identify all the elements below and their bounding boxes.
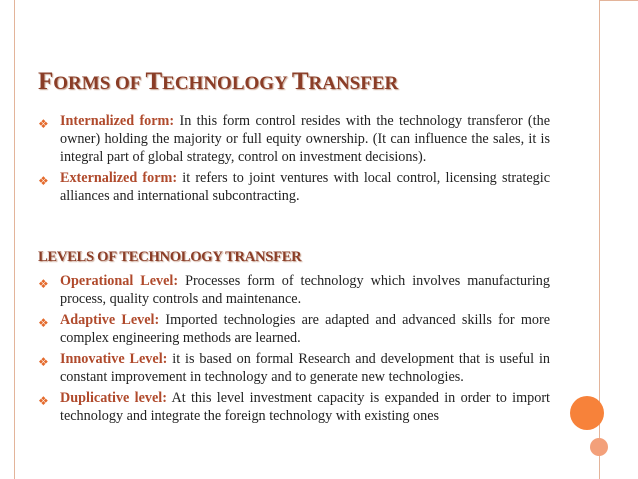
frame-line-left (14, 0, 15, 479)
title-rest-1: ORMS OF (53, 73, 146, 94)
term-adaptive: Adaptive Level: (60, 312, 160, 328)
levels-list (38, 272, 550, 425)
bullet-diamond-icon: ❖ (38, 394, 49, 408)
title-rest-2: ECHNOLOGY (162, 73, 292, 94)
list-item-externalized (38, 169, 550, 205)
term-externalized: Externalized form: (60, 170, 178, 186)
bullet-diamond-icon: ❖ (38, 355, 49, 369)
forms-list (38, 112, 550, 205)
decorative-circle-large (570, 396, 604, 430)
bullet-diamond-icon: ❖ (38, 174, 49, 188)
term-internalized: Internalized form: (60, 113, 175, 129)
list-item-duplicative (38, 389, 550, 425)
list-item-innovative (38, 350, 550, 386)
levels-heading: LEVELS OF TECHNOLOGY TRANSFER (38, 249, 302, 265)
text-internalized: In this form control resides with the technology transferor (the owner) holding the majority or full equity ownership. (It can influence the sales, it is integral part of global strategy, control on investment decisions). (60, 113, 550, 165)
slide-title (38, 68, 398, 96)
text-adaptive: Imported technologies are adapted and advanced skills for more complex engineering methods are learned. (60, 312, 550, 346)
text-externalized: it refers to joint ventures with local control, licensing strategic alliances and international subcontracting. (60, 170, 550, 204)
title-cap-1: F (38, 68, 54, 95)
title-cap-2: T (145, 68, 163, 95)
title-cap-3: T (291, 68, 309, 95)
list-item-internalized (38, 112, 550, 166)
list-item-adaptive (38, 311, 550, 347)
bullet-diamond-icon: ❖ (38, 117, 49, 131)
bullet-diamond-icon: ❖ (38, 277, 49, 291)
list-item-operational (38, 272, 550, 308)
term-duplicative: Duplicative level: (60, 390, 167, 406)
term-innovative: Innovative Level: (60, 351, 168, 367)
term-operational: Operational Level: (60, 273, 179, 289)
bullet-diamond-icon: ❖ (38, 316, 49, 330)
title-rest-3: RANSFER (308, 73, 399, 94)
decorative-circle-small (590, 438, 608, 456)
text-operational: Processes form of technology which involves manufacturing process, quality controls and maintenance. (60, 273, 550, 307)
frame-line-top-right (599, 0, 638, 1)
text-innovative: it is based on formal Research and development that is useful in constant improvement in technology and to generate new technologies. (60, 351, 550, 385)
text-duplicative: At this level investment capacity is expanded in order to import technology and integrate the foreign technology with existing ones (60, 390, 550, 424)
